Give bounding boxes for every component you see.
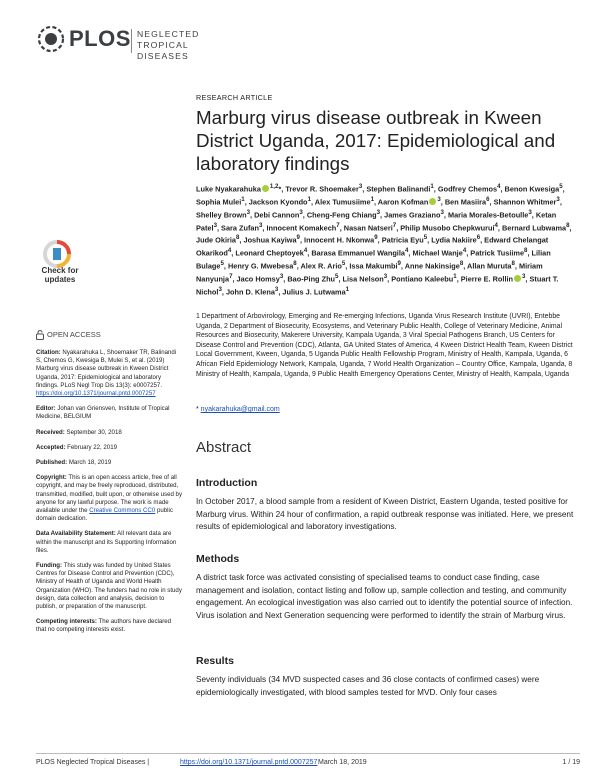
logo-divider (131, 29, 132, 53)
results-heading: Results (196, 655, 234, 667)
footer-journal: PLOS Neglected Tropical Diseases | (36, 759, 150, 766)
editor: Editor: Johan van Griensven, Institute of Tropical Medicine, BELGIUM (36, 405, 170, 421)
results-text: Seventy individuals (34 MVD suspected cases and 36 close contacts of confirmed cases) were epidemiologically investigated, with blood samples tested for MVD. Only four cases (196, 675, 540, 697)
citation-doi-link[interactable]: https://doi.org/10.1371/journal.pntd.0007257 (36, 390, 156, 398)
author-list: Luke Nyakarahuka $^{1,2}$*, Trevor R. Shoemaker$^3$, Stephen Balinandi$^1$, Godfrey Chemos$^4$, Benon Kwesiga$^5$, Sophia Mulei$^1$, Jackson Kyondo$^1$, Alex Tumusiime$^1$, Aaron Kofman $^3$, Ben Masiira$^6$, Shannon Whitmer$^3$, Shelley Brown$^3$, Debi Cannon$^3$, Cheng-Feng Chiang$^3$, James Graziano$^3$, Maria Morales-Betoulle$^3$, Ketan Patel$^3$, Sara Zufan$^3$, Innocent Komakech$^7$, Nasan Natseri$^7$, Philip Musobo Chepkwurui$^4$, Bernard Lubwama$^8$, Jude Okiria$^8$, Joshua Kayiwa$^9$, Innocent H. Nkonwa$^9$, Patricia Eyu$^5$, Lydia Nakiire$^6$, Edward Chelangat Okarikod$^4$, Leonard Cheptoyek$^4$, Barasa Emmanuel Wangila$^4$, Michael Wanje$^4$, Patrick Tusiime$^8$, Lilian Bulage$^5$, Henry G. Mwebesa$^8$, Alex R. Ario$^5$, Issa Makumbi$^9$, Anne Nakinsige$^8$, Allan Muruta$^8$, Miriam Nanyunja$^7$, Jaco Homsy$^3$, Bao-Ping Zhu$^5$, Lisa Nelson$^3$, Pontiano Kaleebu$^1$, Pierre E. Rollin $^3$, Stuart T. Nichol$^3$, John D. Klena$^3$, Julius J. Lutwama$^1$ (196, 183, 572, 297)
introduction-text: In October 2017, a blood sample from a resident of Kween District, Eastern Uganda, tested positive for Marburg virus. Within 24 hour of confirmation, a rapid outbreak response was initiated. Here, we present results of epidemiological and laboratory investigations. (196, 497, 574, 532)
corresponding-email: * nyakarahuka@gmail.com (196, 406, 280, 413)
open-access-badge[interactable] (36, 330, 182, 340)
footer-date: March 18, 2019 (318, 759, 367, 766)
footer-divider (36, 753, 580, 754)
page-number: 1 / 19 (562, 759, 580, 766)
funding: Funding: This study was funded by United States Centres for Disease Control and Prevention (CDC), Ministry of Health of Uganda and World Health Organization (WHO). The funders had no role in study design, data collection and analysis, decision to publish, or preparation of the manuscript. (36, 562, 182, 611)
open-lock-icon (36, 330, 44, 340)
methods-text: A district task force was activated consisting of specialised teams to conduct case finding, case management and isolation, contact listing and follow up, sample collection and testing, and community engagement. An ecological investigation was also carried out to identify the potential source of infection. Virus isolation and Next Generation sequencing were performed to identify the strain of Marburg virus. (196, 573, 573, 620)
copyright: Copyright: This is an open access article, free of all copyright, and may be freely reproduced, distributed, transmitted, modified, built upon, or otherwise used by anyone for any lawful purpose. The work is made available under the Creative Commons CC0 public domain dedication. (36, 474, 182, 523)
footer-doi-link[interactable]: https://doi.org/10.1371/journal.pntd.0007257 (180, 759, 318, 766)
plos-ntd-logo[interactable] (36, 22, 226, 61)
creative-commons-link[interactable]: Creative Commons CC0 (89, 507, 156, 515)
accepted-date: Accepted: February 22, 2019 (36, 443, 117, 451)
published-date: Published: March 18, 2019 (36, 459, 112, 467)
crossmark-line2: updates (44, 275, 76, 284)
journal-name: NEGLECTED TROPICAL DISEASES (137, 29, 200, 61)
crossmark-line1: Check for (41, 266, 79, 275)
article-type: RESEARCH ARTICLE (196, 93, 273, 102)
open-access-label: OPEN ACCESS (47, 329, 101, 339)
crossmark-icon (43, 240, 71, 268)
competing-interests: Competing interests: The authors have declared that no competing interests exist. (36, 618, 172, 634)
check-for-updates-badge[interactable] (33, 240, 85, 292)
methods-heading: Methods (196, 553, 240, 565)
received-date: Received: September 30, 2018 (36, 428, 122, 436)
abstract-heading: Abstract (196, 439, 252, 456)
affiliations: 1 Department of Arbovirology, Emerging and Re-emerging Infections, Uganda Virus Research Institute (UVRI), Entebbe Uganda, 2 Department of Biosecurity, Ecosystems, and Veterinary Public Health, College of Veterinary Medicine, Animal Resources and Biosecurity, Makerere University, Kampala Uganda, 3 Viral Special Pathogens Branch, US Centers for Disease Control and Prevention (CDC), Atlanta, GA United States of America, 4 Kween District Health Team, Kween District Local Government, Kween, Uganda, 5 Uganda Public Health Fellowship Program, Ministry of Health, Kampala, Uganda, 6 African Field Epidemiology Network, Kampala, Uganda, 7 World Health Organization – Country Office, Kampala, Uganda, 8 Ministry of Health, Kampala, Uganda, 9 Public Health Emergency Operations Center, Ministry of Health, Kampala, Uganda (196, 313, 573, 378)
logo-text: PLOS (69, 26, 131, 51)
article-metadata-sidebar (36, 330, 182, 642)
introduction-heading: Introduction (196, 477, 258, 489)
plos-logo-icon (36, 24, 66, 54)
article-title: Marburg virus disease outbreak in Kween District Uganda, 2017: Epidemiological and laboratory findings (196, 107, 556, 174)
data-availability: Data Availability Statement: All relevant data are within the manuscript and its Supporting Information files. (36, 530, 177, 554)
citation: Citation: Nyakarahuka L, Shoemaker TR, Balinandi S, Chemos G, Kwesiga B, Mulei S, et al. (2019) Marburg virus disease outbreak in Kween District Uganda, 2017: Epidemiological and laboratory findings. PLoS Negl Trop Dis 13(3): e0007257. https://doi.org/10.1371/journal.pntd.0007257 (36, 349, 177, 398)
email-link[interactable]: nyakarahuka@gmail.com (200, 406, 280, 413)
